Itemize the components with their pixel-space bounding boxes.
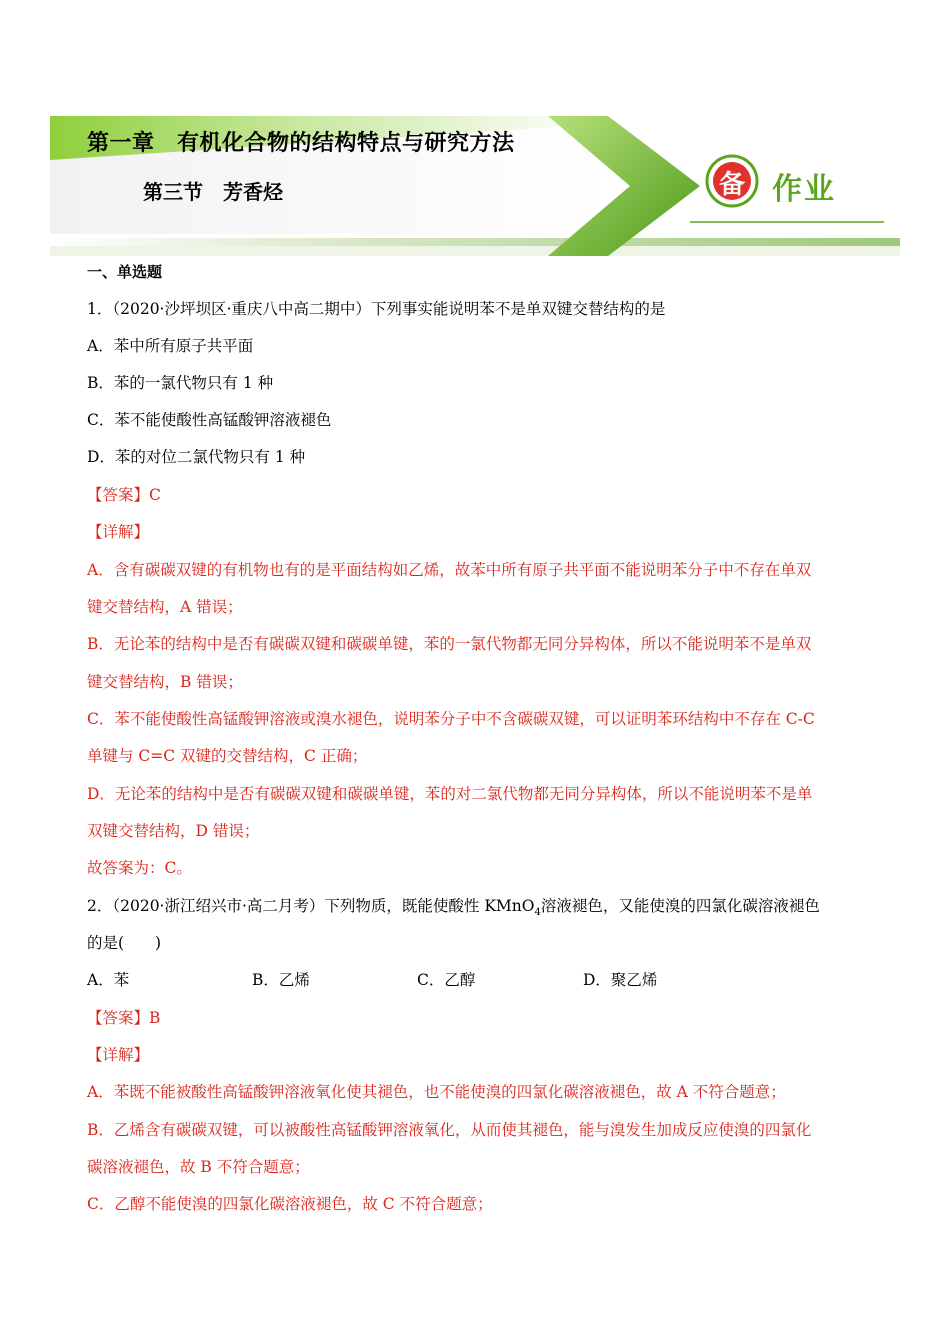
badge-char: 备: [718, 170, 745, 200]
q1-explanation-line: B．无论苯的结构中是否有碳碳双键和碳碳单键，苯的一氯代物都无同分异构体，所以不能说明苯不是单双: [87, 635, 812, 653]
q2-option-b: B．乙烯: [252, 971, 310, 989]
section-heading: 一、单选题: [87, 263, 163, 281]
q1-conclusion: 故答案为：C。: [87, 859, 192, 877]
q1-explanation-line: 双键交替结构，D 错误；: [87, 822, 260, 840]
q1-option-a: A．苯中所有原子共平面: [87, 337, 254, 355]
q1-explanation-line: D．无论苯的结构中是否有碳碳双键和碳碳单键，苯的对二氯代物都无同分异构体，所以不能说明苯不是单: [87, 785, 813, 803]
q2-option-d: D．聚乙烯: [583, 971, 658, 989]
q2-stem: [87, 896, 820, 923]
badge-word: 作业: [772, 172, 836, 207]
q1-explanation-line: A．含有碳碳双键的有机物也有的是平面结构如乙烯，故苯中所有原子共平面不能说明苯分子中不存在单双: [87, 561, 812, 579]
q2-option-c: C．乙醇: [417, 971, 476, 989]
q2-explanation-line: 碳溶液褪色，故 B 不符合题意；: [87, 1158, 310, 1176]
chapter-title: 第一章 有机化合物的结构特点与研究方法: [87, 131, 515, 156]
q2-explanation-line: A．苯既不能被酸性高锰酸钾溶液氧化使其褪色，也不能使溴的四氯化碳溶液褪色，故 A 不符合题意；: [87, 1083, 786, 1101]
q1-option-d: D．苯的对位二氯代物只有 1 种: [87, 448, 306, 466]
q1-explanation-line: 键交替结构，B 错误；: [87, 673, 243, 691]
header-bottom-shadow: [50, 246, 900, 256]
q2-options-row: [87, 970, 887, 990]
q1-option-c: C．苯不能使酸性高锰酸钾溶液褪色: [87, 411, 332, 429]
q1-detail-label: 【详解】: [87, 523, 150, 541]
q1-stem: 1．（2020·沙坪坝区·重庆八中高二期中）下列事实能说明苯不是单双键交替结构的是: [87, 300, 666, 318]
q1-explanation-line: 键交替结构，A 错误；: [87, 598, 243, 616]
q2-answer: 【答案】B: [87, 1009, 161, 1027]
q1-option-b: B．苯的一氯代物只有 1 种: [87, 374, 274, 392]
q2-stem-line2: 的是( ): [87, 934, 162, 952]
q2-detail-label: 【详解】: [87, 1046, 150, 1064]
q2-stem-part2: 溶液褪色，又能使溴的四氯化碳溶液褪色: [540, 897, 820, 915]
section-title: 第三节 芳香烃: [143, 180, 283, 204]
header-bottom-stripe: [50, 238, 900, 246]
q2-stem-subscript: 4: [534, 907, 541, 919]
q2-option-a: A．苯: [87, 971, 130, 989]
q2-explanation-line: C．乙醇不能使溴的四氯化碳溶液褪色，故 C 不符合题意；: [87, 1195, 493, 1213]
q1-explanation-line: C．苯不能使酸性高锰酸钾溶液或溴水褪色，说明苯分子中不含碳碳双键，可以证明苯环结构中不存在 C-C: [87, 710, 815, 728]
q2-explanation-line: B．乙烯含有碳碳双键，可以被酸性高锰酸钾溶液氧化，从而使其褪色，能与溴发生加成反应使溴的四氯化: [87, 1121, 812, 1139]
q1-answer: 【答案】C: [87, 486, 161, 504]
q2-stem-part1: 2．（2020·浙江绍兴市·高二月考）下列物质，既能使酸性 KMnO: [87, 897, 535, 915]
q1-explanation-line: 单键与 C=C 双键的交替结构，C 正确；: [87, 747, 368, 765]
